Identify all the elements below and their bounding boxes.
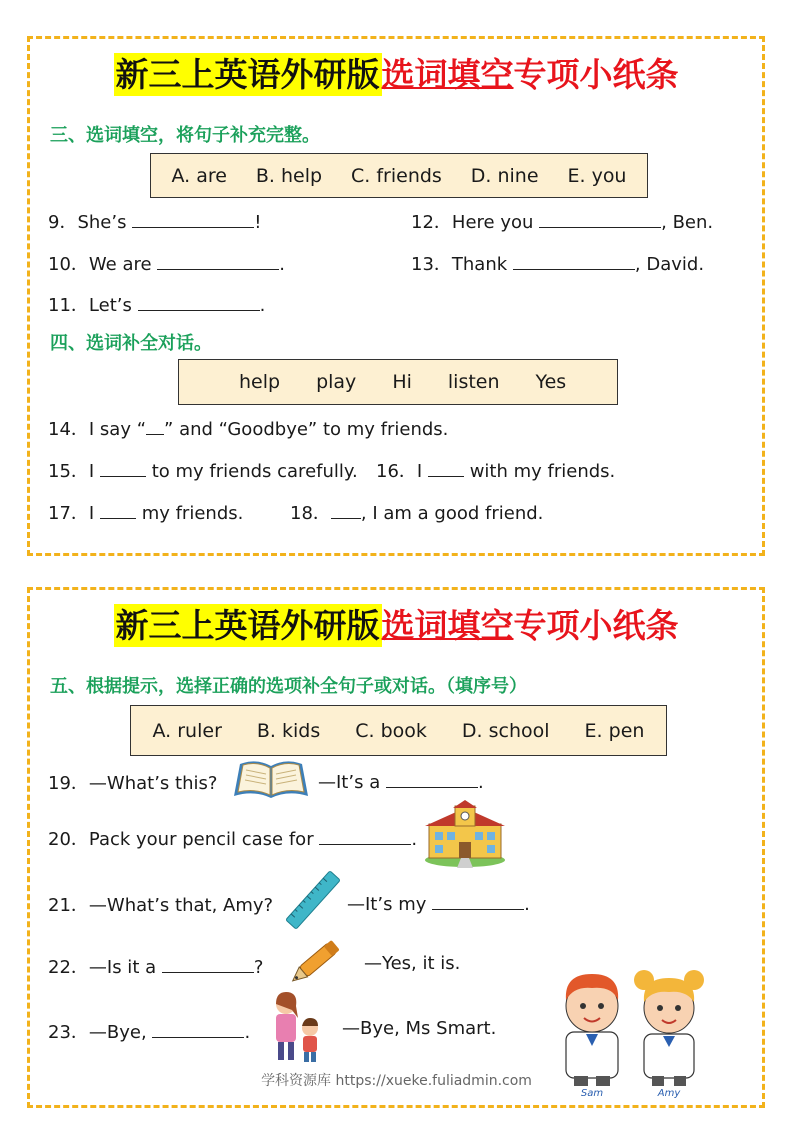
question-9	[48, 208, 261, 234]
q11-blank[interactable]	[138, 292, 260, 311]
q12-end: , Ben.	[661, 212, 714, 233]
q14-blank[interactable]	[146, 416, 164, 435]
q15-blank[interactable]	[100, 458, 146, 477]
q15-text: 15．I	[48, 461, 95, 482]
section4-word-box	[178, 359, 618, 405]
q19-reply: —It’s a	[318, 772, 381, 793]
question-20	[48, 825, 417, 851]
title-highlight: 新三上英语外研版	[115, 55, 380, 94]
question-16	[376, 457, 615, 483]
q18-blank[interactable]	[331, 500, 361, 519]
question-13	[411, 250, 704, 276]
worksheet-card-1	[27, 36, 765, 556]
question-11	[48, 291, 265, 317]
q13-blank[interactable]	[513, 251, 635, 270]
option-e: E. pen	[584, 719, 645, 742]
q21-reply: —It’s my	[347, 894, 427, 915]
q14-end: ” and “Goodbye” to my friends.	[164, 419, 449, 440]
q16-blank[interactable]	[428, 458, 464, 477]
word-help: help	[239, 371, 281, 393]
q23-text: 23．—Bye,	[48, 1022, 147, 1043]
question-22	[48, 953, 263, 979]
title-highlight: 新三上英语外研版	[115, 606, 380, 645]
title-underlined: 选词填空	[381, 606, 514, 645]
worksheet-card-2	[27, 587, 765, 1108]
q14-text: 14．I say “	[48, 419, 147, 440]
section5-word-box	[130, 705, 667, 756]
title-underlined: 选词填空	[381, 55, 514, 94]
q16-text: 16．I	[376, 461, 423, 482]
q22-blank[interactable]	[162, 954, 254, 973]
q23-blank[interactable]	[152, 1019, 244, 1038]
q21-blank[interactable]	[432, 891, 524, 910]
q19-end: .	[477, 772, 484, 793]
q23-end: .	[244, 1022, 251, 1043]
option-a: A. ruler	[152, 719, 222, 742]
option-b: B. kids	[256, 719, 321, 742]
q13-text: 13．Thank	[411, 254, 508, 275]
question-17	[48, 499, 243, 525]
q11-end: .	[259, 295, 266, 316]
q19-blank[interactable]	[386, 769, 478, 788]
q11-text: 11．Let’s	[48, 295, 132, 316]
question-18	[290, 499, 543, 525]
section3-word-box	[150, 153, 648, 198]
sam-label: Sam	[580, 1088, 604, 1099]
teacher-and-kid-icon	[268, 990, 326, 1064]
q12-blank[interactable]	[539, 209, 661, 228]
option-b: B. help	[255, 164, 323, 187]
option-c: C. book	[355, 719, 427, 742]
question-19	[48, 769, 217, 795]
question-10	[48, 250, 285, 276]
q9-text: 9．She’s	[48, 212, 127, 233]
amy-label: Amy	[657, 1088, 681, 1099]
q17-blank[interactable]	[100, 500, 136, 519]
question-21-reply	[347, 891, 530, 915]
book-icon	[230, 756, 312, 802]
q19-text: 19．—What’s this?	[48, 773, 218, 794]
q10-text: 10．We are	[48, 254, 152, 275]
q13-end: , David.	[634, 254, 705, 275]
section4-heading: 四、选词补全对话。	[50, 333, 212, 354]
question-23-reply	[342, 1018, 496, 1039]
title-red: 专项小纸条	[513, 606, 679, 645]
option-d: D. school	[461, 719, 550, 742]
word-listen: listen	[447, 371, 500, 393]
card1-title	[30, 49, 762, 96]
q17-end: my friends.	[141, 503, 244, 524]
q10-end: .	[279, 254, 286, 275]
q22-text: 22．—Is it a	[48, 957, 157, 978]
q23-reply: —Bye, Ms Smart.	[342, 1018, 497, 1039]
question-21	[48, 891, 273, 917]
section5-heading: 五、根据提示，选择正确的选项补全句子或对话。（填序号）	[50, 676, 527, 697]
school-icon	[423, 800, 507, 868]
word-play: play	[316, 371, 357, 393]
q10-blank[interactable]	[157, 251, 279, 270]
option-c: C. friends	[351, 164, 442, 187]
question-15	[48, 457, 358, 483]
q9-blank[interactable]	[132, 209, 254, 228]
word-yes: Yes	[535, 371, 567, 393]
word-hi: Hi	[392, 371, 412, 393]
q22-reply: —Yes, it is.	[364, 953, 461, 974]
q9-end: !	[254, 212, 262, 233]
q20-end: .	[411, 829, 418, 850]
option-a: A. are	[171, 164, 227, 187]
q12-text: 12．Here you	[411, 212, 534, 233]
card2-title	[30, 600, 762, 647]
option-e: E. you	[567, 164, 627, 187]
q22-end: ?	[253, 957, 264, 978]
ruler-icon	[282, 866, 344, 934]
question-23	[48, 1018, 250, 1044]
q17-text: 17．I	[48, 503, 95, 524]
section3-heading: 三、选词填空，将句子补充完整。	[50, 125, 320, 146]
pen-icon	[286, 935, 346, 989]
question-14	[48, 415, 448, 441]
q21-end: .	[524, 894, 530, 915]
option-d: D. nine	[470, 164, 539, 187]
question-22-reply	[364, 953, 460, 974]
q15-end: to my friends carefully.	[151, 461, 358, 482]
question-19-reply	[318, 769, 484, 793]
q18-end: , I am a good friend.	[360, 503, 544, 524]
footer-watermark: 学科资源库 https://xueke.fuliadmin.com	[261, 1073, 532, 1089]
q16-end: with my friends.	[469, 461, 616, 482]
q18-text: 18．	[290, 503, 331, 524]
title-red: 专项小纸条	[513, 55, 679, 94]
q21-text: 21．—What’s that, Amy?	[48, 895, 274, 916]
question-12	[411, 208, 713, 234]
q20-blank[interactable]	[319, 826, 411, 845]
q20-text: 20．Pack your pencil case for	[48, 829, 314, 850]
